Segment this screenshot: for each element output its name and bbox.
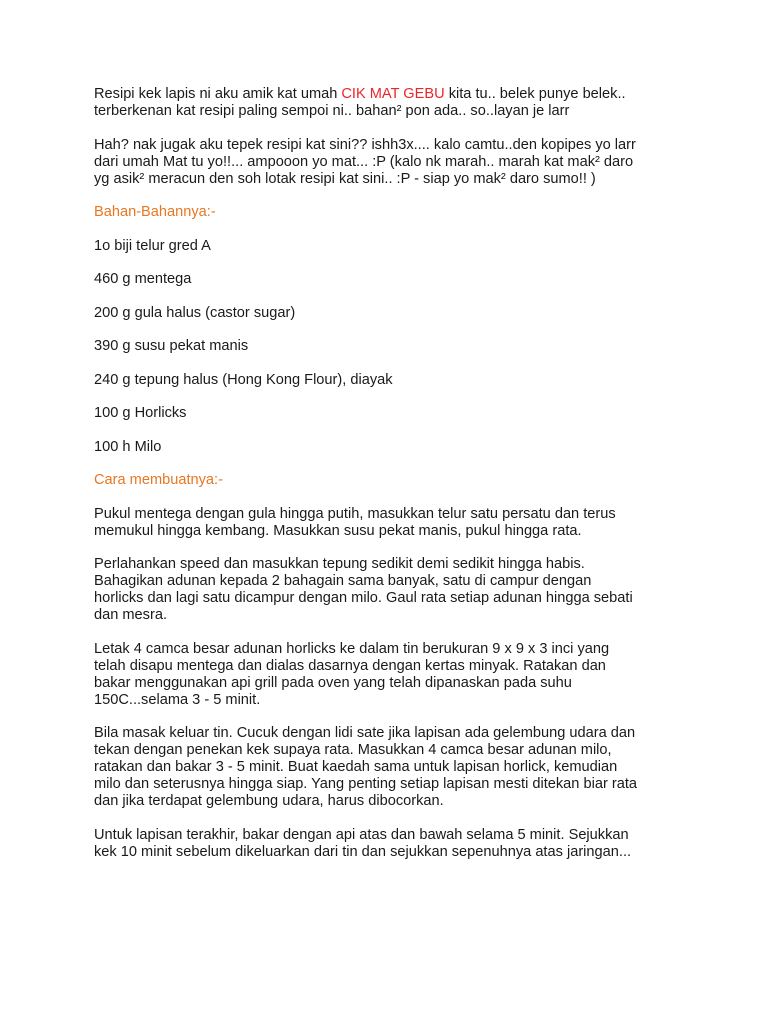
step-line: ratakan dan bakar 3 - 5 minit. Buat kaedah sama untuk lapisan horlick, kemudian	[94, 759, 618, 775]
step-line: Bila masak keluar tin. Cucuk dengan lidi sate jika lapisan ada gelembung udara dan	[94, 725, 636, 741]
note-line: dari umah Mat tu yo!!... ampooon yo mat... :P (kalo nk marah.. marah kat mak² daro	[94, 153, 634, 170]
method-step	[94, 827, 694, 861]
step-line: dan mesra.	[94, 607, 168, 623]
step-line: 150C...selama 3 - 5 minit.	[94, 691, 261, 708]
step-line: Bahagikan adunan kepada 2 bahagain sama banyak, satu di campur dengan	[94, 573, 592, 589]
source-name-highlight: CIK MAT GEBU	[341, 86, 445, 102]
ingredient-item: 200 g gula halus (castor sugar)	[94, 304, 296, 321]
step-line: Untuk lapisan terakhir, bakar dengan api atas dan bawah selama 5 minit. Sejukkan	[94, 826, 629, 843]
step-line: Pukul mentega dengan gula hingga putih, masukkan telur satu persatu dan terus	[94, 505, 616, 522]
ingredient-item: 1o biji telur gred A	[94, 237, 211, 254]
intro-paragraph	[94, 86, 694, 120]
note-line: yg asik² meracun den soh lotak resipi kat sini.. :P - siap yo mak² daro sumo!! )	[94, 170, 596, 187]
method-step	[94, 556, 694, 624]
method-step	[94, 506, 694, 540]
intro-text-after: kita tu.. belek punye belek..	[444, 86, 626, 102]
step-line: Perlahankan speed dan masukkan tepung sedikit demi sedikit hingga habis.	[94, 556, 585, 572]
step-line: milo dan seterusnya hingga siap. Yang penting setiap lapisan mesti ditekan biar rata	[94, 776, 638, 792]
step-line: kek 10 minit sebelum dikeluarkan dari tin dan sejukkan sepenuhnya atas jaringan...	[94, 843, 632, 860]
ingredient-item: 240 g tepung halus (Hong Kong Flour), diayak	[94, 371, 393, 388]
intro-text-before: Resipi kek lapis ni aku amik kat umah	[94, 86, 342, 102]
ingredient-item: 460 g mentega	[94, 271, 192, 287]
method-step	[94, 641, 694, 709]
method-step	[94, 725, 694, 810]
step-line: bakar menggunakan api grill pada oven yang telah dipanaskan pada suhu	[94, 674, 572, 691]
ingredient-item: 100 h Milo	[94, 438, 162, 455]
step-line: Letak 4 camca besar adunan horlicks ke dalam tin berukuran 9 x 9 x 3 inci yang	[94, 640, 610, 657]
intro-line	[94, 86, 694, 103]
method-heading: Cara membuatnya:-	[94, 472, 223, 488]
intro-line: terberkenan kat resipi paling sempoi ni.. bahan² pon ada.. so..layan je larr	[94, 103, 570, 119]
ingredient-item: 100 g Horlicks	[94, 405, 187, 421]
step-line: dan jika terdapat gelembung udara, harus dibocorkan.	[94, 793, 444, 809]
ingredients-heading: Bahan-Bahannya:-	[94, 204, 216, 220]
ingredient-item: 390 g susu pekat manis	[94, 338, 249, 354]
note-paragraph	[94, 137, 694, 188]
document-page	[94, 86, 694, 877]
step-line: horlicks dan lagi satu dicampur dengan milo. Gaul rata setiap adunan hingga sebati	[94, 590, 633, 606]
step-line: telah disapu mentega dan dialas dasarnya dengan kertas minyak. Ratakan dan	[94, 657, 606, 674]
step-line: memukul hingga kembang. Masukkan susu pekat manis, pukul hingga rata.	[94, 522, 582, 539]
note-line: Hah? nak jugak aku tepek resipi kat sini?? ishh3x.... kalo camtu..den kopipes yo larr	[94, 136, 636, 153]
step-line: tekan dengan penekan kek supaya rata. Masukkan 4 camca besar adunan milo,	[94, 742, 612, 758]
